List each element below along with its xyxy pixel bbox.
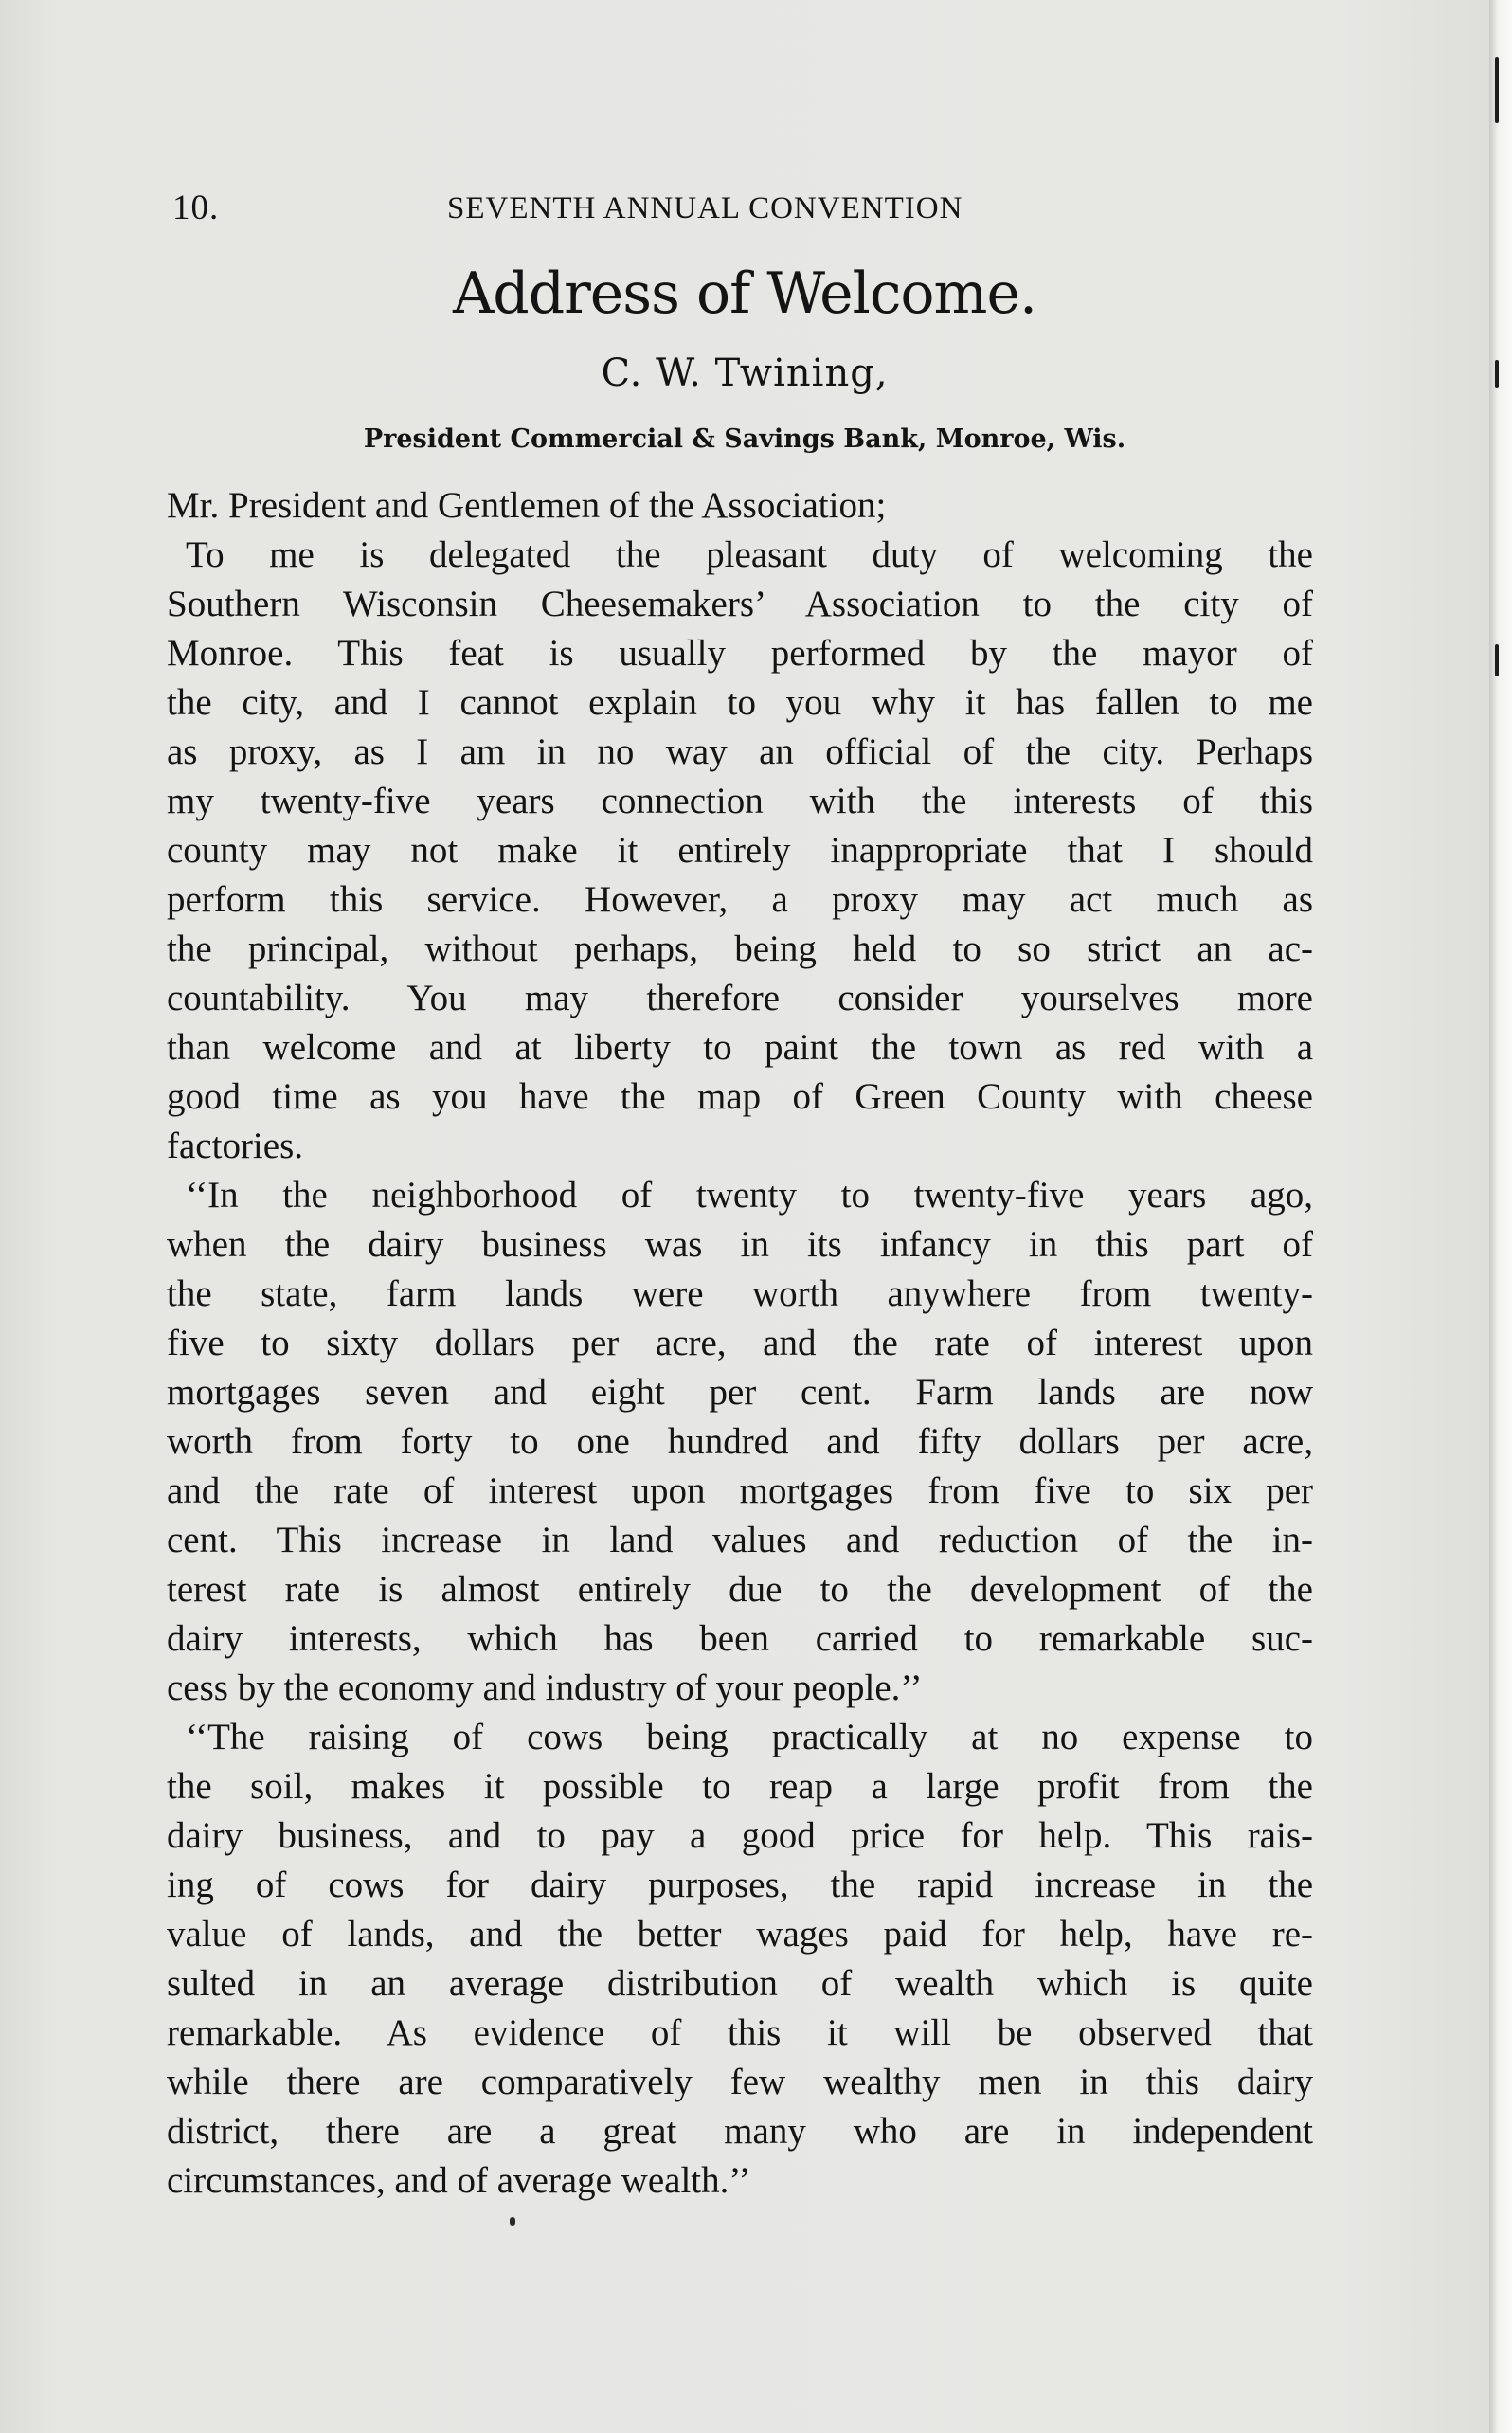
- edge-mark: [1495, 57, 1499, 123]
- text-line: ing of cows for dairy purposes, the rapid increase in the: [167, 1865, 1313, 1905]
- text-line: perform this service. However, a proxy may act much as: [167, 879, 1313, 920]
- text-line: the principal, without perhaps, being held to so strict an ac-: [167, 928, 1313, 969]
- text-line: terest rate is almost entirely due to the development of the: [167, 1569, 1313, 1610]
- text-line: ‘‘The raising of cows being practically at no expense to: [186, 1717, 1313, 1757]
- text-line: when the dairy business was in its infancy in this part of: [167, 1224, 1313, 1265]
- text-line: five to sixty dollars per acre, and the rate of interest upon: [167, 1323, 1313, 1363]
- text-line: Southern Wisconsin Cheesemakers’ Association to the city of: [167, 584, 1313, 624]
- text-line: circumstances, and of average wealth.’’: [167, 2160, 751, 2201]
- article-author: C. W. Twining,: [601, 351, 889, 395]
- text-line: cess by the economy and industry of your people.’’: [167, 1667, 923, 1708]
- text-line: remarkable. As evidence of this it will be observed that: [167, 2012, 1313, 2053]
- text-line: while there are comparatively few wealthy men in this dairy: [167, 2062, 1313, 2102]
- text-line: dairy business, and to pay a good price for help. This rais-: [167, 1815, 1313, 1856]
- text-line: the state, farm lands were worth anywhere from twenty-: [167, 1273, 1313, 1314]
- text-line: sulted in an average distribution of wealth which is quite: [167, 1963, 1313, 2004]
- page-edge: [1489, 0, 1512, 2433]
- body-text: [167, 481, 1313, 2206]
- text-line: cent. This increase in land values and reduction of the in-: [167, 1520, 1313, 1560]
- text-line: dairy interests, which has been carried to remarkable suc-: [167, 1618, 1313, 1659]
- text-line: value of lands, and the better wages paid for help, have re-: [167, 1914, 1313, 1955]
- text-line: countability. You may therefore consider yourselves more: [167, 978, 1313, 1018]
- article-title: Address of Welcome.: [452, 261, 1037, 327]
- text-line: county may not make it entirely inappropriate that I should: [167, 830, 1313, 871]
- text-line: factories.: [167, 1126, 304, 1166]
- text-line: good time as you have the map of Green County with cheese: [167, 1076, 1313, 1117]
- text-line: the soil, makes it possible to reap a large profit from the: [167, 1766, 1313, 1807]
- text-line: ‘‘In the neighborhood of twenty to twenty-five years ago,: [186, 1175, 1313, 1216]
- text-line: district, there are a great many who are in independent: [167, 2111, 1313, 2152]
- text-line: my twenty-five years connection with the interests of this: [167, 781, 1313, 821]
- text-line: the city, and I cannot explain to you why it has fallen to me: [167, 682, 1313, 723]
- edge-mark: [1495, 644, 1499, 676]
- text-line: To me is delegated the pleasant duty of welcoming the: [186, 534, 1313, 575]
- text-line: Mr. President and Gentlemen of the Association;: [167, 485, 887, 526]
- text-line: than welcome and at liberty to paint the town as red with a: [167, 1027, 1313, 1068]
- ink-speck: [510, 2217, 515, 2226]
- text-line: Monroe. This feat is usually performed by the mayor of: [167, 633, 1313, 674]
- running-head: [172, 188, 1120, 235]
- text-line: mortgages seven and eight per cent. Farm lands are now: [167, 1372, 1313, 1413]
- text-line: worth from forty to one hundred and fifty dollars per acre,: [167, 1421, 1313, 1462]
- page-number: 10.: [172, 189, 220, 227]
- text-line: and the rate of interest upon mortgages from five to six per: [167, 1470, 1313, 1511]
- edge-mark: [1495, 360, 1499, 388]
- text-line: as proxy, as I am in no way an official of the city. Perhaps: [167, 731, 1313, 772]
- running-head-title: SEVENTH ANNUAL CONVENTION: [447, 191, 963, 225]
- author-affiliation: President Commercial & Savings Bank, Monroe, Wis.: [363, 424, 1126, 454]
